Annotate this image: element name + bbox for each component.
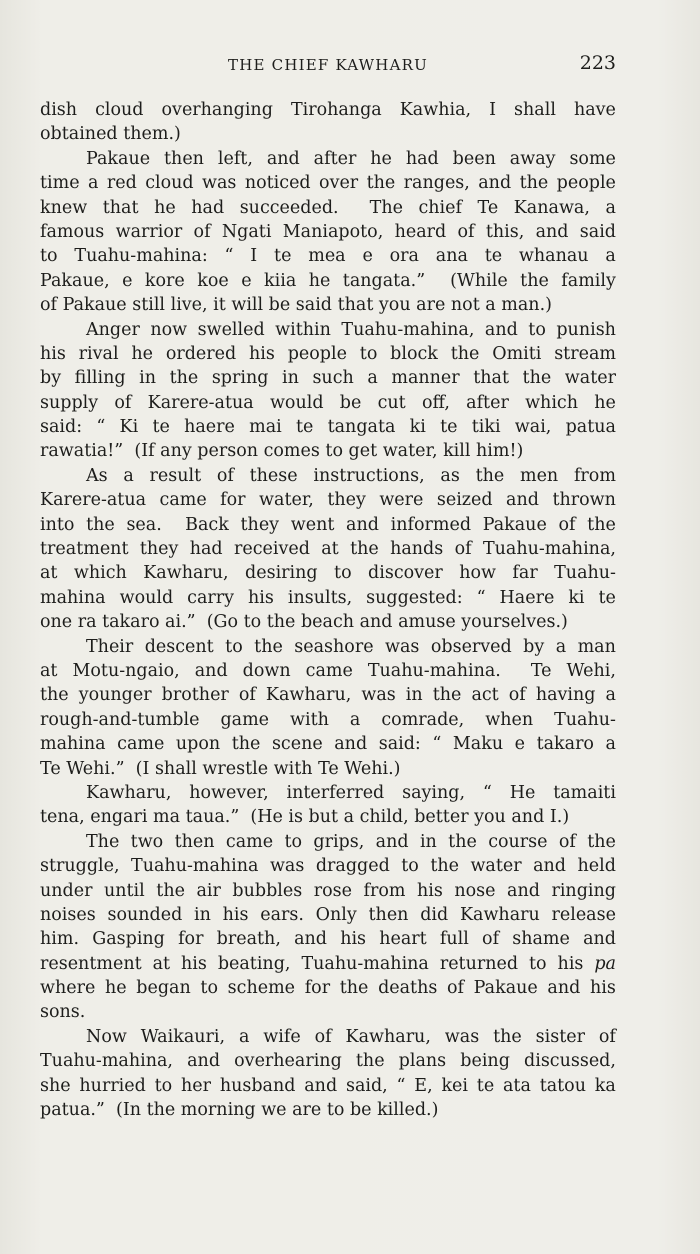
text-line: obtained them.) <box>40 124 181 145</box>
text-line: Karere-atua came for water, they were seized and thrown <box>40 490 616 511</box>
text-line: resentment at his beating, Tuahu-mahina returned to his pa <box>40 953 616 974</box>
paragraph <box>40 318 616 464</box>
text-line: into the sea. Back they went and informed Pakaue of the <box>40 514 616 535</box>
text-line: the younger brother of Kawharu, was in the act of having a <box>40 685 616 706</box>
running-header <box>40 52 616 82</box>
text-line: time a red cloud was noticed over the ranges, and the people <box>40 173 616 194</box>
text-line: knew that he had succeeded. The chief Te Kanawa, a <box>40 197 616 218</box>
text-line: said: “ Ki te haere mai te tangata ki te tiki wai, patua <box>40 417 616 438</box>
text-line: mahina would carry his insults, suggested: “ Haere ki te <box>40 587 616 608</box>
text-line: his rival he ordered his people to block the Omiti stream <box>40 343 616 364</box>
text-line: by filling in the spring in such a manner that the water <box>40 368 616 389</box>
text-line: Anger now swelled within Tuahu-mahina, and to punish <box>86 319 616 340</box>
text-line: dish cloud overhanging Tirohanga Kawhia, I shall have <box>40 100 616 120</box>
text-line: under until the air bubbles rose from his nose and ringing <box>40 880 616 901</box>
paragraph <box>40 147 616 318</box>
paragraph <box>40 635 616 781</box>
text-line: treatment they had received at the hands of Tuahu-mahina, <box>40 539 616 560</box>
body-text <box>40 98 616 1122</box>
running-title: THE CHIEF KAWHARU <box>228 56 428 74</box>
text-line: noises sounded in his ears. Only then did Kawharu release <box>40 904 616 925</box>
text-line: sons. <box>40 1002 86 1023</box>
text-line: Pakaue then left, and after he had been away some <box>86 148 616 169</box>
text-line: struggle, Tuahu-mahina was dragged to the water and held <box>40 856 616 877</box>
paragraph <box>40 98 616 147</box>
text-line: one ra takaro ai.” (Go to the beach and amuse yourselves.) <box>40 612 568 633</box>
paragraph <box>40 1025 616 1123</box>
text-line: The two then came to grips, and in the course of the <box>86 831 616 852</box>
text-line: rawatia!” (If any person comes to get water, kill him!) <box>40 441 524 462</box>
text-line: at which Kawharu, desiring to discover how far Tuahu- <box>40 563 616 584</box>
text-line: Pakaue, e kore koe e kiia he tangata.” (While the family <box>40 270 616 291</box>
text-line: supply of Karere-atua would be cut off, after which he <box>40 392 616 413</box>
text-line: famous warrior of Ngati Maniapoto, heard of this, and said <box>40 221 616 242</box>
text-line: Tuahu-mahina, and overhearing the plans being discussed, <box>40 1051 616 1072</box>
text-line: As a result of these instructions, as the men from <box>86 465 616 486</box>
page-number: 223 <box>579 52 616 74</box>
text-line: at Motu-ngaio, and down came Tuahu-mahina. Te Wehi, <box>40 660 616 681</box>
text-line: Te Wehi.” (I shall wrestle with Te Wehi.) <box>40 758 401 779</box>
text-line: Kawharu, however, interferred saying, “ He tamaiti <box>86 782 616 803</box>
text-line: she hurried to her husband and said, “ E, kei te ata tatou ka <box>40 1075 616 1096</box>
paragraph <box>40 830 616 1025</box>
text-line: patua.” (In the morning we are to be killed.) <box>40 1100 439 1121</box>
text-line: where he began to scheme for the deaths of Pakaue and his <box>40 978 616 999</box>
text-line: Now Waikauri, a wife of Kawharu, was the sister of <box>86 1026 616 1047</box>
text-line: him. Gasping for breath, and his heart full of shame and <box>40 929 616 950</box>
text-line: rough-and-tumble game with a comrade, when Tuahu- <box>40 709 616 730</box>
text-line: mahina came upon the scene and said: “ Maku e takaro a <box>40 734 616 755</box>
text-line: tena, engari ma taua.” (He is but a child, better you and I.) <box>40 807 570 828</box>
text-line: Their descent to the seashore was observed by a man <box>86 636 616 657</box>
paragraph <box>40 781 616 830</box>
paragraph <box>40 464 616 635</box>
text-line: of Pakaue still live, it will be said that you are not a man.) <box>40 295 552 316</box>
text-line: to Tuahu-mahina: “ I te mea e ora ana te whanau a <box>40 246 616 267</box>
